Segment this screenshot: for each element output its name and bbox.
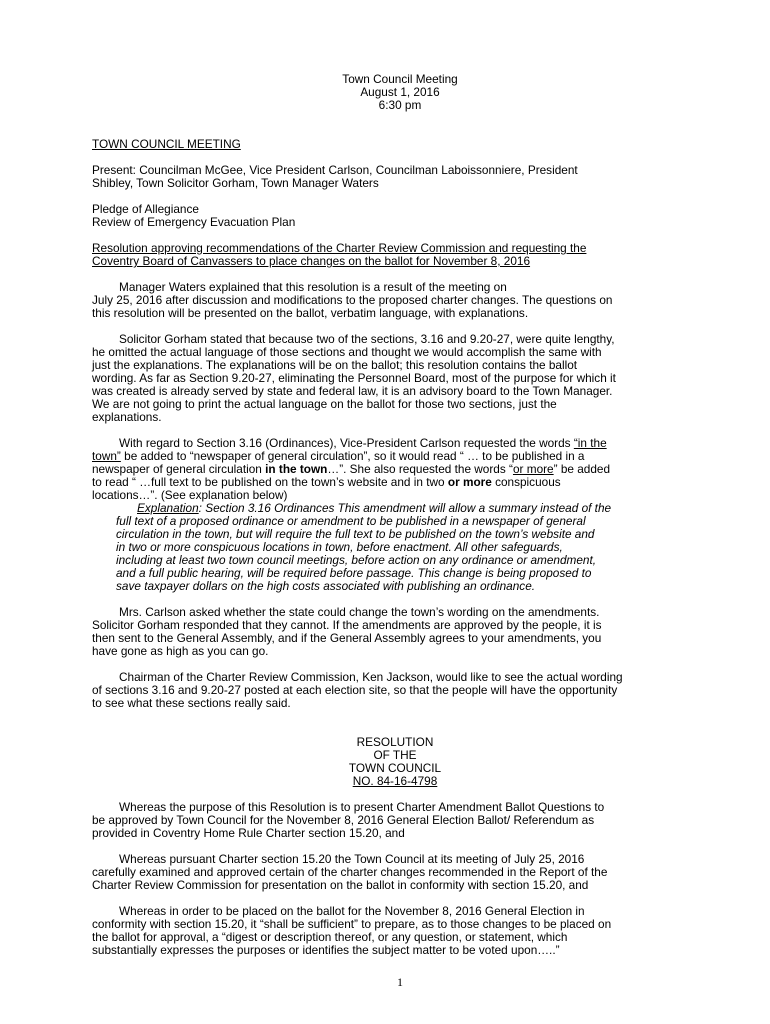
whereas-line: be approved by Town Council for the November 8, 2016 General Election Ballot/ Referendum as xyxy=(92,813,595,827)
paragraph-line: was created is already served by state and federal law, it is an advisory board to the Town Manager. xyxy=(92,384,613,398)
paragraph-line: he omitted the actual language of those sections and thought we would accomplish the same with xyxy=(92,345,602,359)
header-date: August 1, 2016 xyxy=(360,85,440,99)
explanation-line: full text of a proposed ordinance or amendment to be published in a newspaper of general xyxy=(116,514,586,528)
explanation-label: Explanation xyxy=(137,501,199,515)
paragraph-line: wording. As far as Section 9.20-27, eliminating the Personnel Board, most of the purpose for which it xyxy=(92,371,616,385)
text-run: conspicuous xyxy=(491,475,561,489)
paragraph-line: have gone as high as you can go. xyxy=(92,644,269,658)
explanation-line: in two or more conspicuous locations in town, before enactment. All other safeguards, xyxy=(116,540,563,554)
paragraph-line: We are not going to print the actual language on the ballot for those two sections, just the xyxy=(92,397,557,411)
text-run: to read “ …full text to be published on the town’s website and in two xyxy=(92,475,448,489)
whereas-line: provided in Coventry Home Rule Charter section 15.20, and xyxy=(92,826,405,840)
underlined-text: or more xyxy=(512,462,554,476)
paragraph-line: this resolution will be presented on the ballot, verbatim language, with explanations. xyxy=(92,306,529,320)
paragraph-line: Solicitor Gorham responded that they cannot. If the amendments are approved by the people, it is xyxy=(92,618,602,632)
whereas-line: Whereas in order to be placed on the ballot for the November 8, 2016 General Election in xyxy=(119,904,585,918)
resolution-heading: Resolution approving recommendations of the Charter Review Commission and requesting the xyxy=(92,241,587,255)
resolution-title: OF THE xyxy=(373,748,417,762)
present-line: Shibley, Town Solicitor Gorham, Town Manager Waters xyxy=(92,176,379,190)
underlined-text: “in the xyxy=(573,436,607,450)
bold-text: in the town xyxy=(265,462,328,476)
whereas-line: substantially expresses the purposes or identifies the subject matter to be voted upon…..” xyxy=(92,943,560,957)
whereas-line: Whereas pursuant Charter section 15.20 the Town Council at its meeting of July 25, 2016 xyxy=(119,852,585,866)
agenda-item: Review of Emergency Evacuation Plan xyxy=(92,215,296,229)
explanation-line: including at least two town council meetings, before action on any ordinance or amendment, xyxy=(116,553,597,567)
text-run: ” be added xyxy=(553,462,611,476)
paragraph-line: of sections 3.16 and 9.20-27 posted at each election site, so that the people will have the opportunity xyxy=(92,683,618,697)
resolution-number-text: NO. 84-16-4798 xyxy=(352,774,438,788)
explanation-line: circulation in the town, but will require the full text to be published on the town’s website and xyxy=(116,527,595,541)
paragraph-line: just the explanations. The explanations will be on the ballot; this resolution contains the ballot xyxy=(92,358,578,372)
text-run: : Section 3.16 Ordinances This amendment will allow a summary instead of the xyxy=(198,501,612,515)
bold-text: or more xyxy=(447,475,492,489)
whereas-line: carefully examined and approved certain of the charter changes recommended in the Report of the xyxy=(92,865,608,879)
explanation-line: and a full public hearing, will be required before passage. This change is being proposed to xyxy=(116,566,592,580)
paragraph-line: Chairman of the Charter Review Commission, Ken Jackson, would like to see the actual wording xyxy=(119,670,623,684)
whereas-line: conformity with section 15.20, it “shall be sufficient” to prepare, as to those changes to be placed on xyxy=(92,917,612,931)
explanation-line: save taxpayer dollars on the high costs associated with publishing an ordinance. xyxy=(116,579,536,593)
resolution-title: TOWN COUNCIL xyxy=(348,761,442,775)
section-title: TOWN COUNCIL MEETING xyxy=(92,137,241,151)
present-line: Present: Councilman McGee, Vice President Carlson, Councilman Laboissonniere, President xyxy=(92,163,578,177)
resolution-heading: Coventry Board of Canvassers to place changes on the ballot for November 8, 2016 xyxy=(92,254,531,268)
paragraph-line: Solicitor Gorham stated that because two of the sections, 3.16 and 9.20-27, were quite lengthy, xyxy=(119,332,615,346)
agenda-item: Pledge of Allegiance xyxy=(92,202,199,216)
page-number: 1 xyxy=(397,975,403,989)
underlined-text: town” xyxy=(92,449,121,463)
header-time: 6:30 pm xyxy=(378,98,422,112)
paragraph-line: locations…”. (See explanation below) xyxy=(92,488,288,502)
text-run: …”. She also requested the words “ xyxy=(327,462,513,476)
text-run: be added to “newspaper of general circulation”, so it would read “ … to be published in a xyxy=(120,449,585,463)
paragraph-line: then sent to the General Assembly, and if the General Assembly agrees to your amendments, you xyxy=(92,631,602,645)
whereas-line: Charter Review Commission for presentation on the ballot in conformity with section 15.20, and xyxy=(92,878,589,892)
whereas-line: Whereas the purpose of this Resolution is to present Charter Amendment Ballot Questions to xyxy=(119,800,605,814)
text-run: newspaper of general circulation xyxy=(92,462,266,476)
text-run: With regard to Section 3.16 (Ordinances), Vice-President Carlson requested the words xyxy=(119,436,574,450)
paragraph-line: Mrs. Carlson asked whether the state could change the town’s wording on the amendments. xyxy=(119,605,600,619)
resolution-title: RESOLUTION xyxy=(356,735,434,749)
resolution-number xyxy=(295,775,495,788)
header-title: Town Council Meeting xyxy=(342,72,458,86)
paragraph-line: July 25, 2016 after discussion and modifications to the proposed charter changes. The questions on xyxy=(92,293,613,307)
paragraph-line: to see what these sections really said. xyxy=(92,696,291,710)
paragraph-line: explanations. xyxy=(92,410,162,424)
whereas-line: the ballot for approval, a “digest or description thereof, or any question, or statement, which xyxy=(92,930,568,944)
paragraph-line: Manager Waters explained that this resolution is a result of the meeting on xyxy=(119,280,507,294)
